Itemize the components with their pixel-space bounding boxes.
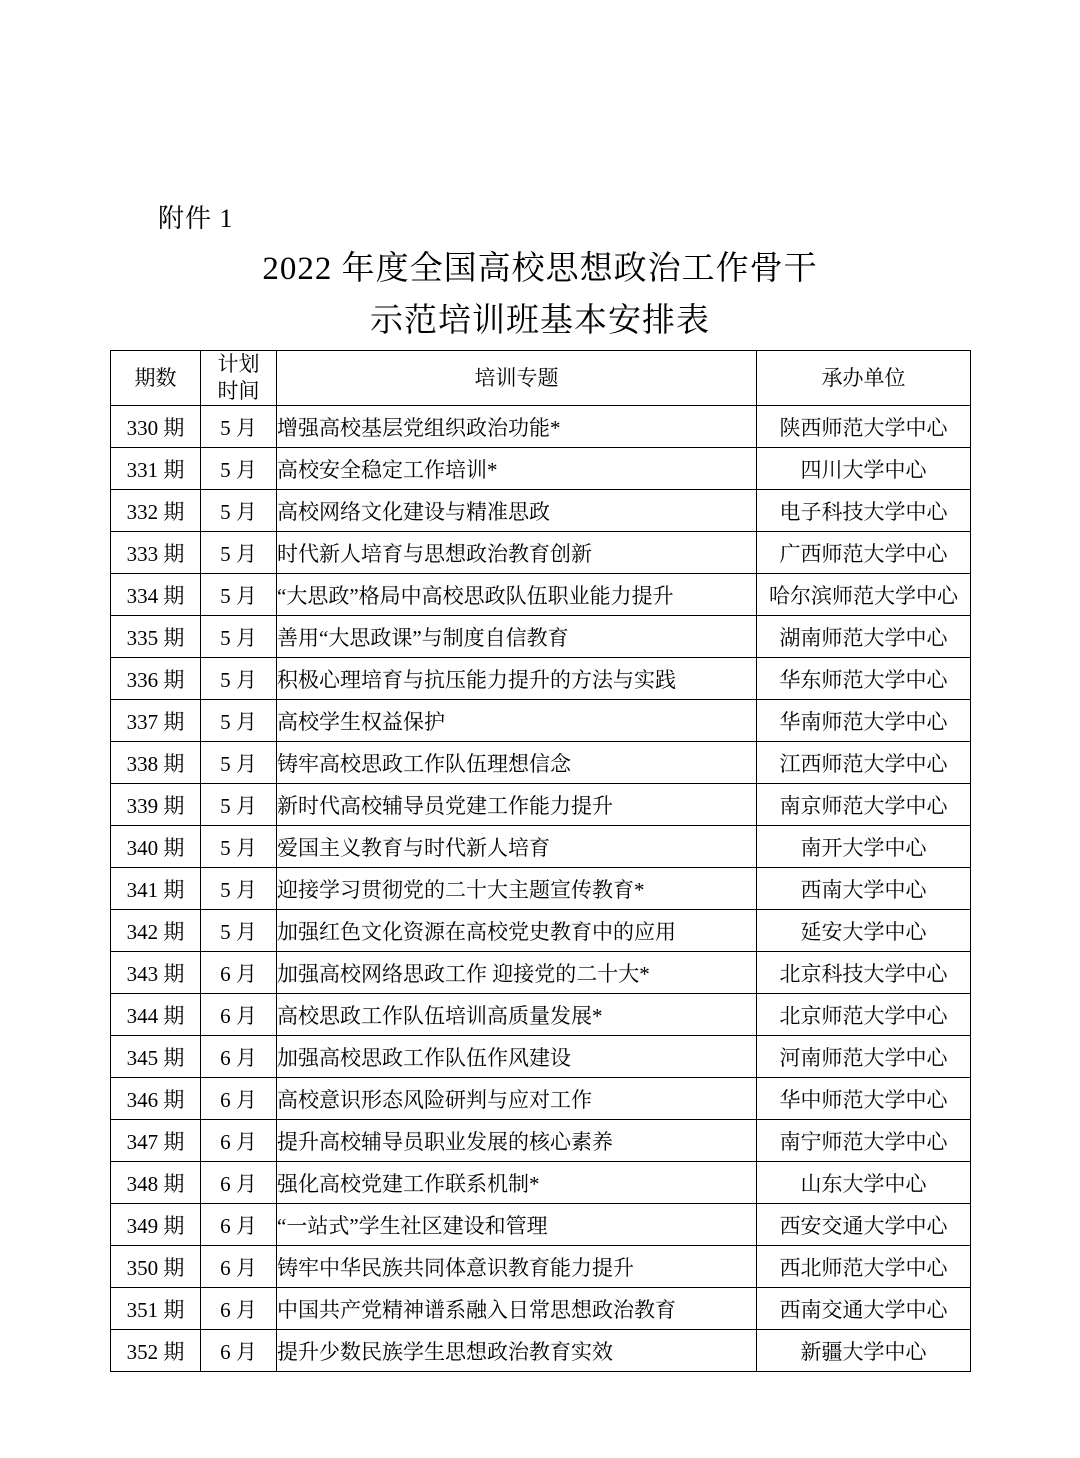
column-header-time [201,351,277,406]
cell-period: 336 期 [111,658,201,700]
cell-host: 南宁师范大学中心 [757,1120,971,1162]
column-header-time-line-1: 计划 [217,352,260,376]
cell-host: 电子科技大学中心 [757,490,971,532]
cell-host: 华南师范大学中心 [757,700,971,742]
cell-host: 西安交通大学中心 [757,1204,971,1246]
cell-period: 338 期 [111,742,201,784]
cell-period: 332 期 [111,490,201,532]
cell-time: 5 月 [201,742,277,784]
cell-time: 5 月 [201,532,277,574]
cell-period: 333 期 [111,532,201,574]
cell-period: 351 期 [111,1288,201,1330]
cell-host: 华东师范大学中心 [757,658,971,700]
cell-host: 南开大学中心 [757,826,971,868]
table-row [111,658,971,700]
table-row [111,700,971,742]
page-title-line-1: 2022 年度全国高校思想政治工作骨干 [262,251,818,287]
cell-topic: 铸牢中华民族共同体意识教育能力提升 [277,1246,757,1288]
cell-time: 5 月 [201,784,277,826]
table-row [111,868,971,910]
cell-period: 344 期 [111,994,201,1036]
cell-period: 347 期 [111,1120,201,1162]
cell-time: 6 月 [201,1204,277,1246]
table-row [111,1246,971,1288]
cell-host: 西南交通大学中心 [757,1288,971,1330]
cell-host: 哈尔滨师范大学中心 [757,574,971,616]
cell-time: 5 月 [201,826,277,868]
table-row [111,574,971,616]
cell-period: 342 期 [111,910,201,952]
cell-host: 西南大学中心 [757,868,971,910]
column-header-period: 期数 [111,351,201,406]
table-row [111,406,971,448]
page-title-line-2: 示范培训班基本安排表 [370,303,710,339]
cell-time: 6 月 [201,994,277,1036]
cell-time: 5 月 [201,910,277,952]
cell-host: 广西师范大学中心 [757,532,971,574]
cell-topic: “一站式”学生社区建设和管理 [277,1204,757,1246]
cell-time: 6 月 [201,1330,277,1372]
cell-host: 湖南师范大学中心 [757,616,971,658]
table-row [111,490,971,532]
cell-host: 新疆大学中心 [757,1330,971,1372]
cell-host: 四川大学中心 [757,448,971,490]
table-row [111,448,971,490]
cell-period: 341 期 [111,868,201,910]
cell-host: 河南师范大学中心 [757,1036,971,1078]
table-row [111,1162,971,1204]
cell-topic: 新时代高校辅导员党建工作能力提升 [277,784,757,826]
cell-topic: 高校思政工作队伍培训高质量发展* [277,994,757,1036]
cell-period: 345 期 [111,1036,201,1078]
cell-topic: 中国共产党精神谱系融入日常思想政治教育 [277,1288,757,1330]
cell-time: 6 月 [201,1288,277,1330]
table-row [111,1330,971,1372]
cell-topic: 善用“大思政课”与制度自信教育 [277,616,757,658]
table-row [111,1078,971,1120]
cell-host: 陕西师范大学中心 [757,406,971,448]
cell-time: 6 月 [201,1078,277,1120]
table-row [111,826,971,868]
cell-host: 江西师范大学中心 [757,742,971,784]
cell-host: 南京师范大学中心 [757,784,971,826]
cell-period: 330 期 [111,406,201,448]
cell-time: 5 月 [201,700,277,742]
table-row [111,994,971,1036]
table-row [111,1288,971,1330]
cell-topic: 时代新人培育与思想政治教育创新 [277,532,757,574]
cell-time: 6 月 [201,1036,277,1078]
table-header-row [111,351,971,406]
cell-topic: 提升高校辅导员职业发展的核心素养 [277,1120,757,1162]
table-body [111,406,971,1372]
cell-period: 331 期 [111,448,201,490]
table-row [111,1120,971,1162]
cell-topic: 高校学生权益保护 [277,700,757,742]
cell-time: 5 月 [201,574,277,616]
column-header-host: 承办单位 [757,351,971,406]
cell-time: 5 月 [201,868,277,910]
cell-period: 346 期 [111,1078,201,1120]
cell-topic: 加强红色文化资源在高校党史教育中的应用 [277,910,757,952]
table-row [111,532,971,574]
cell-topic: 爱国主义教育与时代新人培育 [277,826,757,868]
attachment-label: 附件 1 [158,204,234,233]
cell-host: 西北师范大学中心 [757,1246,971,1288]
cell-time: 5 月 [201,490,277,532]
cell-period: 349 期 [111,1204,201,1246]
cell-topic: 高校安全稳定工作培训* [277,448,757,490]
column-header-time-line-2: 时间 [217,379,260,403]
table-row [111,1036,971,1078]
cell-host: 北京科技大学中心 [757,952,971,994]
table-row [111,1204,971,1246]
cell-period: 352 期 [111,1330,201,1372]
cell-period: 335 期 [111,616,201,658]
cell-topic: 增强高校基层党组织政治功能* [277,406,757,448]
page-title [110,243,970,347]
cell-topic: 提升少数民族学生思想政治教育实效 [277,1330,757,1372]
cell-topic: 积极心理培育与抗压能力提升的方法与实践 [277,658,757,700]
cell-time: 6 月 [201,1162,277,1204]
cell-topic: 铸牢高校思政工作队伍理想信念 [277,742,757,784]
cell-topic: 高校网络文化建设与精准思政 [277,490,757,532]
cell-topic: 加强高校网络思政工作 迎接党的二十大* [277,952,757,994]
cell-topic: 强化高校党建工作联系机制* [277,1162,757,1204]
cell-topic: 加强高校思政工作队伍作风建设 [277,1036,757,1078]
cell-host: 山东大学中心 [757,1162,971,1204]
table-row [111,784,971,826]
cell-topic: 高校意识形态风险研判与应对工作 [277,1078,757,1120]
table-row [111,616,971,658]
table-row [111,742,971,784]
cell-period: 334 期 [111,574,201,616]
table-row [111,952,971,994]
table-row [111,910,971,952]
cell-period: 348 期 [111,1162,201,1204]
column-header-topic: 培训专题 [277,351,757,406]
cell-time: 5 月 [201,658,277,700]
cell-period: 339 期 [111,784,201,826]
cell-time: 5 月 [201,448,277,490]
cell-topic: 迎接学习贯彻党的二十大主题宣传教育* [277,868,757,910]
cell-time: 6 月 [201,1120,277,1162]
cell-time: 6 月 [201,952,277,994]
cell-period: 343 期 [111,952,201,994]
cell-period: 350 期 [111,1246,201,1288]
cell-period: 340 期 [111,826,201,868]
training-schedule-table [110,350,971,1372]
cell-time: 5 月 [201,616,277,658]
cell-host: 北京师范大学中心 [757,994,971,1036]
cell-host: 延安大学中心 [757,910,971,952]
cell-topic: “大思政”格局中高校思政队伍职业能力提升 [277,574,757,616]
cell-time: 5 月 [201,406,277,448]
cell-period: 337 期 [111,700,201,742]
cell-host: 华中师范大学中心 [757,1078,971,1120]
cell-time: 6 月 [201,1246,277,1288]
